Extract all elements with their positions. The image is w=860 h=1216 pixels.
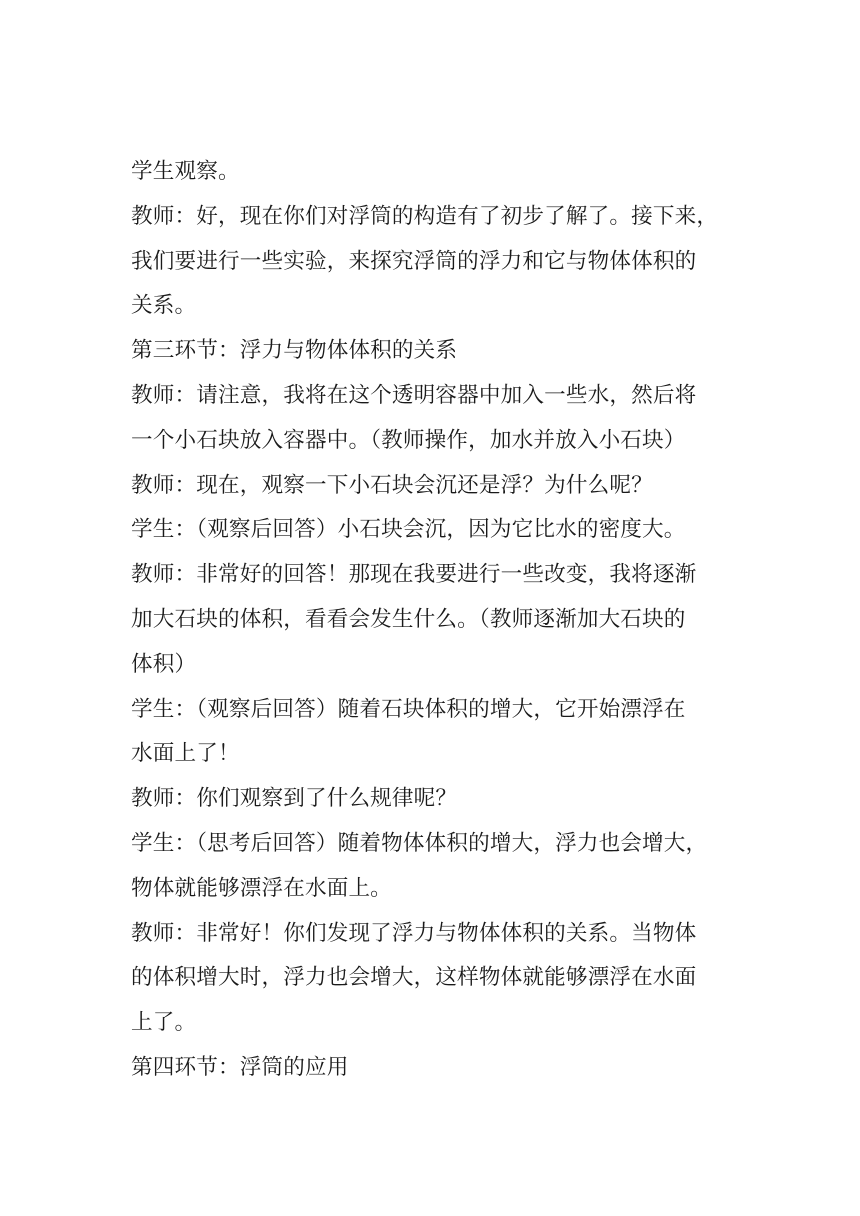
text-line: 一个小石块放入容器中。（教师操作，加水并放入小石块） bbox=[131, 427, 686, 453]
text-line: 教师：你们观察到了什么规律呢？ bbox=[131, 786, 458, 812]
text-line: 教师：非常好！你们发现了浮力与物体体积的关系。当物体 bbox=[131, 920, 697, 946]
text-line: 学生：（观察后回答）小石块会沉，因为它比水的密度大。 bbox=[131, 517, 686, 543]
text-line: 水面上了！ bbox=[131, 741, 240, 767]
section-heading: 第四环节：浮筒的应用 bbox=[131, 1054, 349, 1080]
text-line: 教师：非常好的回答！那现在我要进行一些改变，我将逐渐 bbox=[131, 562, 697, 588]
text-line: 教师：请注意，我将在这个透明容器中加入一些水，然后将 bbox=[131, 382, 697, 408]
document-body bbox=[131, 150, 735, 1091]
text-line: 我们要进行一些实验，来探究浮筒的浮力和它与物体体积的 bbox=[131, 248, 697, 274]
text-line: 体积） bbox=[131, 651, 197, 677]
text-line: 的体积增大时，浮力也会增大，这样物体就能够漂浮在水面 bbox=[131, 965, 697, 991]
text-line: 学生观察。 bbox=[131, 159, 240, 184]
text-line: 学生：（观察后回答）随着石块体积的增大，它开始漂浮在 bbox=[131, 696, 686, 722]
text-line: 上了。 bbox=[131, 1010, 197, 1036]
text-line: 教师：好，现在你们对浮筒的构造有了初步了解了。接下来， bbox=[131, 203, 719, 229]
text-line: 加大石块的体积，看看会发生什么。（教师逐渐加大石块的 bbox=[131, 606, 686, 632]
text-line: 学生：（思考后回答）随着物体体积的增大，浮力也会增大， bbox=[131, 830, 708, 856]
text-line: 关系。 bbox=[131, 293, 197, 319]
section-heading: 第三环节：浮力与物体体积的关系 bbox=[131, 338, 458, 364]
text-line: 教师：现在，观察一下小石块会沉还是浮？为什么呢？ bbox=[131, 472, 653, 498]
text-line: 物体就能够漂浮在水面上。 bbox=[131, 875, 392, 901]
